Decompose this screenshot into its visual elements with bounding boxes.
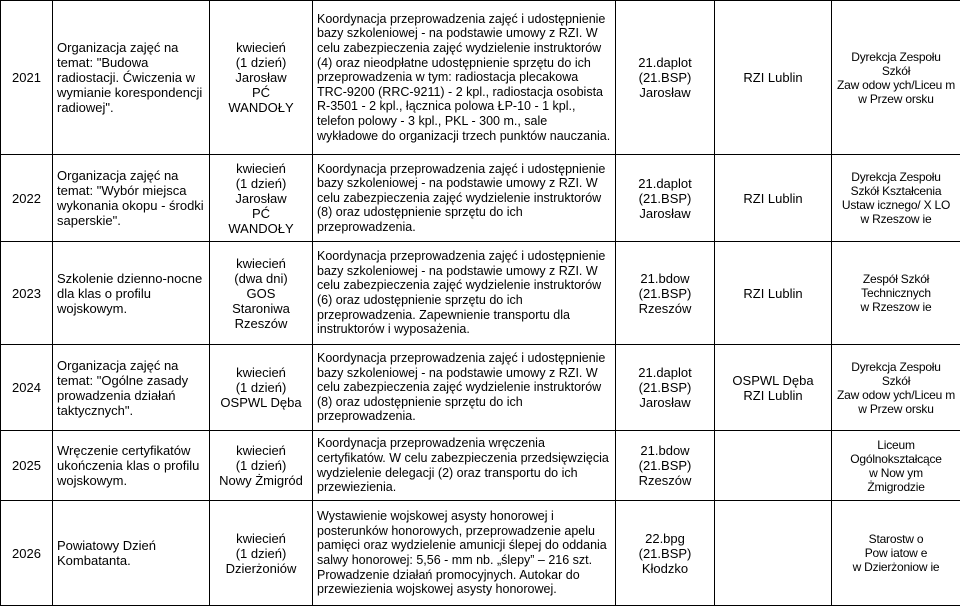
organizer: RZI Lublin [715, 1, 832, 155]
table-row [1, 155, 960, 242]
event-description: Koordynacja przeprowadzenia zajęć i udostępnienie bazy szkoleniowej - na podstawie umowy z RZI. W celu zabezpieczenia zajęć wydzielenie instruktorów (4) oraz nieodpłatne udostępnienie sprzętu do ich przeprowadzenia w tym: radiostacja plecakowa TRC-9200 (RRC-9211) - 2 kpl., radiostacja osobista R-3501 - 2 kpl., łącznica polowa ŁP-10 - 1 kpl., telefon polowy - 3 kpl., PKL - 300 m., sale wykładowe do organizacji trzech punktów nauczania. [313, 1, 616, 155]
event-description: Koordynacja przeprowadzenia wręczenia certyfikatów. W celu zabezpieczenia przedsięwzięcia wydzielenie delegacji (2) oraz transportu do ich przewiezienia. [313, 431, 616, 501]
row-number: 2023 [1, 242, 53, 345]
table-row [1, 1, 960, 155]
event-time-place: kwiecień (1 dzień) OSPWL Dęba [210, 345, 313, 431]
row-number: 2025 [1, 431, 53, 501]
event-time-place: kwiecień (1 dzień) Nowy Żmigród [210, 431, 313, 501]
event-topic: Powiatowy Dzień Kombatanta. [53, 501, 210, 606]
responsible-unit: 21.bdow (21.BSP) Rzeszów [616, 431, 715, 501]
partner-institution: Dyrekcja Zespołu Szkół Zaw odow ych/Liceu m w Przew orsku [832, 1, 960, 155]
table-row [1, 345, 960, 431]
table-row [1, 242, 960, 345]
row-number: 2021 [1, 1, 53, 155]
event-description: Wystawienie wojskowej asysty honorowej i posterunków honorowych, przeprowadzenie apelu pamięci oraz wydzielenie amunicji ślepej do oddania salwy honorowej: 5,56 - mm nb. „ślepy” – 216 szt. Prowadzenie działań promocyjnych. Autokar do przewiezienia wojskowej asysty honorowej. [313, 501, 616, 606]
partner-institution: Starostw o Pow iatow e w Dzierżoniow ie [832, 501, 960, 606]
event-topic: Organizacja zajęć na temat: "Budowa radiostacji. Ćwiczenia w wymianie korespondencji radiowej". [53, 1, 210, 155]
row-number: 2022 [1, 155, 53, 242]
event-topic: Wręczenie certyfikatów ukończenia klas o profilu wojskowym. [53, 431, 210, 501]
organizer: RZI Lublin [715, 242, 832, 345]
organizer [715, 501, 832, 606]
organizer [715, 431, 832, 501]
event-time-place: kwiecień (1 dzień) Jarosław PĆ WANDOŁY [210, 155, 313, 242]
table-row [1, 501, 960, 606]
responsible-unit: 21.bdow (21.BSP) Rzeszów [616, 242, 715, 345]
event-description: Koordynacja przeprowadzenia zajęć i udostępnienie bazy szkoleniowej - na podstawie umowy z RZI. W celu zabezpieczenia zajęć wydzielenie instruktorów (8) oraz udostępnienie sprzętu do ich przeprowadzenia. [313, 345, 616, 431]
event-time-place: kwiecień (1 dzień) Jarosław PĆ WANDOŁY [210, 1, 313, 155]
partner-institution: Liceum Ogólnokształcące w Now ym Żmigrodzie [832, 431, 960, 501]
event-topic: Organizacja zajęć na temat: "Ogólne zasady prowadzenia działań taktycznych". [53, 345, 210, 431]
responsible-unit: 21.daplot (21.BSP) Jarosław [616, 155, 715, 242]
event-description: Koordynacja przeprowadzenia zajęć i udostępnienie bazy szkoleniowej - na podstawie umowy z RZI. W celu zabezpieczenia zajęć wydzielenie instruktorów (6) oraz udostępnienie sprzętu do ich przeprowadzenia. Zapewnienie transportu dla instruktorów i wyposażenia. [313, 242, 616, 345]
event-topic: Szkolenie dzienno-nocne dla klas o profilu wojskowym. [53, 242, 210, 345]
responsible-unit: 22.bpg (21.BSP) Kłodzko [616, 501, 715, 606]
row-number: 2024 [1, 345, 53, 431]
event-description: Koordynacja przeprowadzenia zajęć i udostępnienie bazy szkoleniowej - na podstawie umowy z RZI. W celu zabezpieczenia zajęć wydzielenie instruktorów (8) oraz udostępnienie sprzętu do ich przeprowadzenia. [313, 155, 616, 242]
responsible-unit: 21.daplot (21.BSP) Jarosław [616, 345, 715, 431]
partner-institution: Dyrekcja Zespołu Szkół Zaw odow ych/Liceu m w Przew orsku [832, 345, 960, 431]
partner-institution: Dyrekcja Zespołu Szkół Kształcenia Ustaw icznego/ X LO w Rzeszow ie [832, 155, 960, 242]
partner-institution: Zespół Szkół Technicznych w Rzeszow ie [832, 242, 960, 345]
event-topic: Organizacja zajęć na temat: "Wybór miejsca wykonania okopu - środki saperskie". [53, 155, 210, 242]
event-time-place: kwiecień (1 dzień) Dzierżoniów [210, 501, 313, 606]
organizer: RZI Lublin [715, 155, 832, 242]
row-number: 2026 [1, 501, 53, 606]
responsible-unit: 21.daplot (21.BSP) Jarosław [616, 1, 715, 155]
table-row [1, 431, 960, 501]
event-time-place: kwiecień (dwa dni) GOS Staroniwa Rzeszów [210, 242, 313, 345]
organizer: OSPWL Dęba RZI Lublin [715, 345, 832, 431]
